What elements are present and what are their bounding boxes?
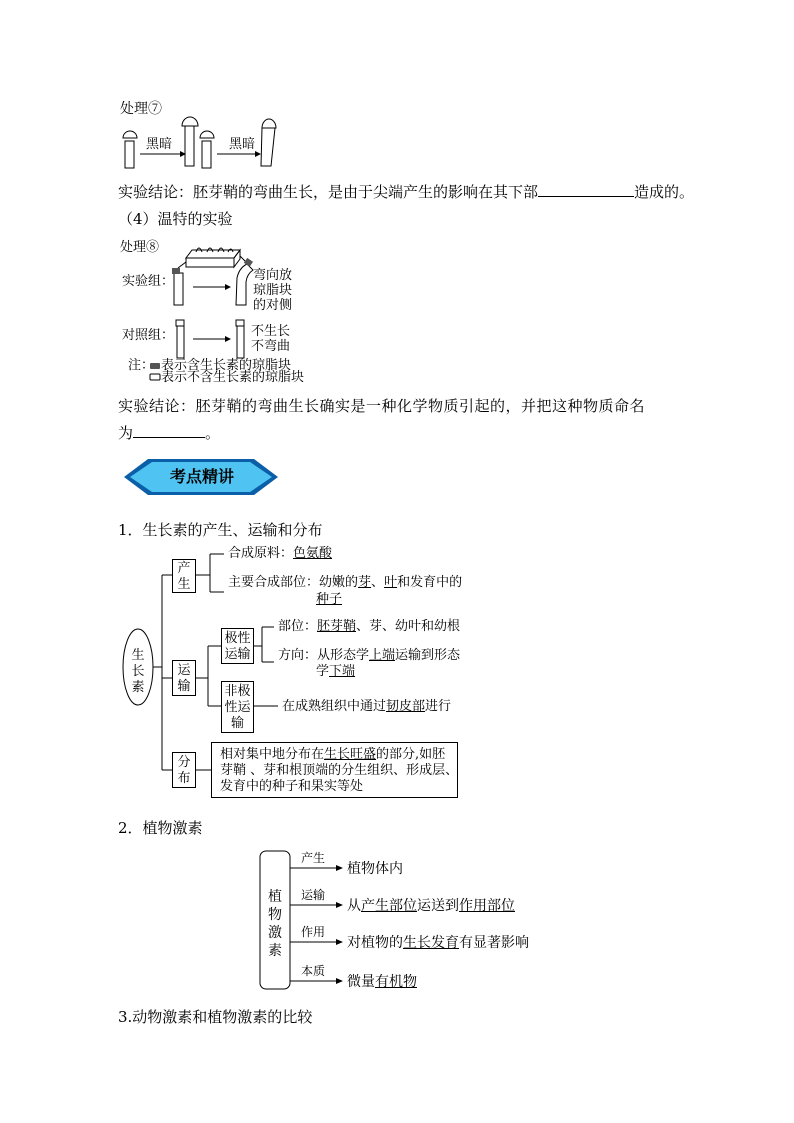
note-prefix: 注： <box>128 358 155 373</box>
note-1: 表示含生长素的琼脂块 <box>161 358 292 373</box>
box-produce: 产 生 <box>172 559 196 593</box>
conclusion-2-line1: 实验结论：胚芽鞘的弯曲生长确实是一种化学物质引起的，并把这种物质命名 <box>118 397 646 415</box>
section2-title: 2．植物激素 <box>118 819 203 837</box>
nonpolar-line: 在成熟组织中通过韧皮部进行 <box>282 699 452 714</box>
box-transport: 运 输 <box>172 660 196 696</box>
conclusion-1-end: 造成的。 <box>634 183 695 201</box>
box-distribution: 分 布 <box>172 752 196 788</box>
box-distribution-detail: 相对集中地分布在生长旺盛的部分,如胚 芽鞘 、芽和根顶端的分生组织、形成层、 发育中的种子和果实等处 <box>211 742 458 798</box>
exp-group-label: 实验组： <box>122 274 175 289</box>
section1-title: 1．生长素的产生、运输和分布 <box>118 521 323 539</box>
exp-result-1: 弯向放 <box>253 268 293 283</box>
label-transport: 运输 <box>301 888 326 902</box>
row-nature: 微量有机物 <box>347 974 417 990</box>
site-line2: 种子 <box>316 592 343 607</box>
root-auxin: 生 长 素 <box>131 648 145 695</box>
exp-result-2: 琼脂块 <box>253 283 293 298</box>
label-produce: 产生 <box>301 851 326 865</box>
exp-result-3: 的对侧 <box>253 298 293 313</box>
label-function: 作用 <box>301 925 326 939</box>
banner-title: 考点精讲 <box>169 467 234 486</box>
site-line: 主要合成部位：幼嫩的芽、叶和发育中的 <box>228 575 463 590</box>
material-line: 合成原料：色氨酸 <box>228 546 333 561</box>
treatment7-label: 处理⑦ <box>120 101 162 117</box>
root-plant-hormone: 植 物 激 素 <box>268 889 282 959</box>
went-heading: （4）温特的实验 <box>118 210 233 228</box>
polar-dir-line: 方向：从形态学上端运输到形态 <box>278 648 461 663</box>
arrow-label-dark-2: 黑暗 <box>229 137 256 152</box>
arrow-label-dark-1: 黑暗 <box>146 137 173 152</box>
note-2: 表示不含生长素的琼脂块 <box>161 370 305 385</box>
ctrl-group-label: 对照组： <box>122 328 175 343</box>
ctrl-result-2: 不弯曲 <box>251 339 291 354</box>
box-polar: 极性 运输 <box>221 628 254 664</box>
polar-dir-line2: 学下端 <box>316 664 356 679</box>
conclusion-2-end: 。 <box>205 424 221 442</box>
conclusion-1-text: 实验结论：胚芽鞘的弯曲生长，是由于尖端产生的影响在其下部 <box>118 183 539 201</box>
row-function: 对植物的生长发育有显著影响 <box>347 935 529 951</box>
row-transport: 从产生部位运送到作用部位 <box>347 898 515 914</box>
row-produce: 植物体内 <box>347 861 403 877</box>
conclusion-2-pre: 为 <box>118 424 134 442</box>
box-nonpolar: 非极 性运 输 <box>221 681 254 733</box>
label-nature: 本质 <box>301 964 326 978</box>
section3-title: 3.动物激素和植物激素的比较 <box>118 1008 313 1026</box>
polar-part-line: 部位：胚芽鞘、芽、幼叶和幼根 <box>278 619 461 634</box>
treatment8-label: 处理⑧ <box>120 240 160 255</box>
ctrl-result-1: 不生长 <box>251 324 291 339</box>
